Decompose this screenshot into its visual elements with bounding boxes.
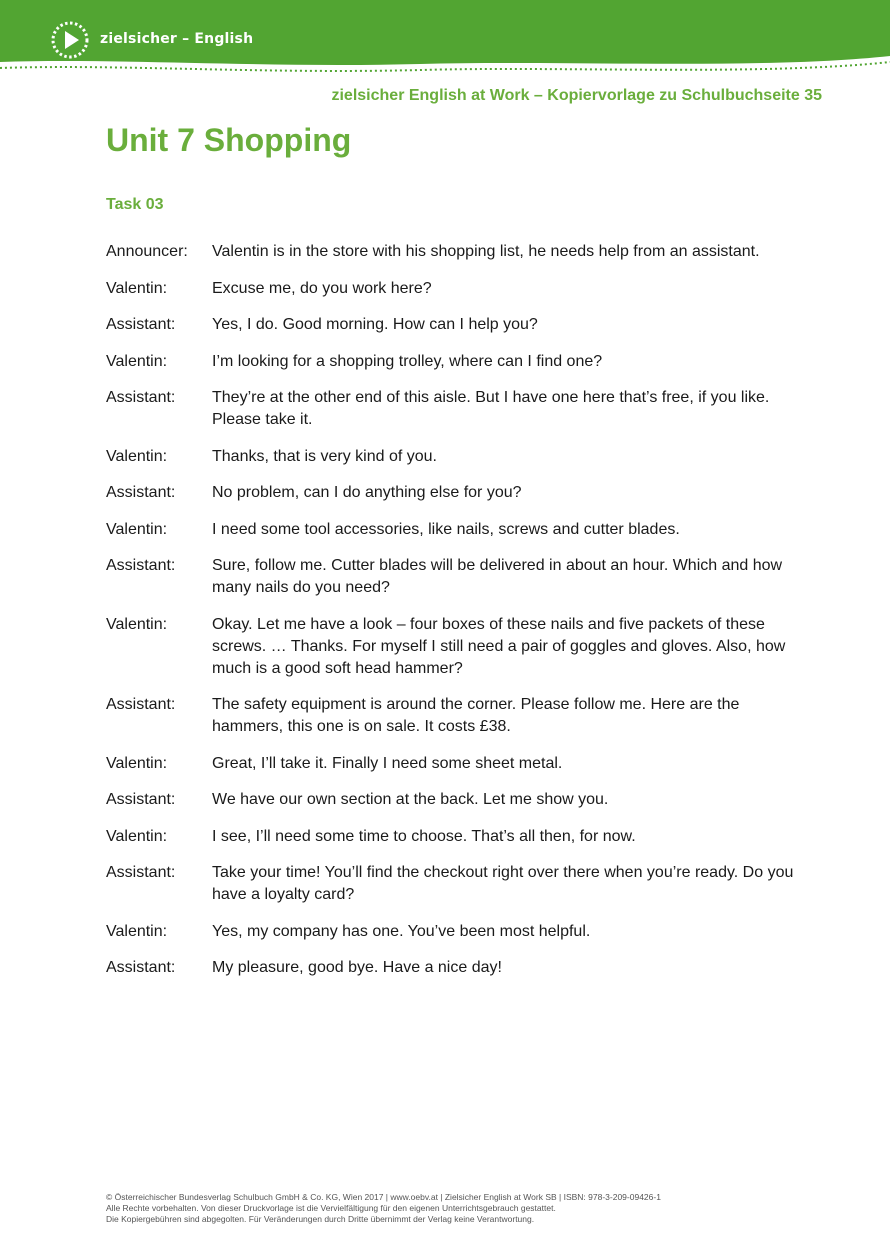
speaker: Valentin:	[106, 827, 168, 845]
dialogue-line	[106, 921, 796, 943]
dialogue-line	[106, 446, 796, 468]
speaker: Assistant:	[106, 696, 176, 713]
utterance: The safety equipment is around the corner. Please follow me. Here are the hammers, this one is on sale. It costs £38.	[212, 696, 740, 735]
utterance: Excuse me, do you work here?	[212, 279, 432, 297]
speaker: Valentin:	[106, 352, 168, 370]
speaker: Valentin:	[106, 447, 168, 465]
speaker: Assistant:	[106, 959, 176, 976]
utterance: Yes, I do. Good morning. How can I help you?	[212, 316, 538, 333]
dialogue-line	[106, 862, 796, 906]
dialogue-line	[106, 614, 796, 680]
dialogue	[106, 241, 796, 994]
utterance: Okay. Let me have a look – four boxes of these nails and five packets of these screws. … Thanks. For myself I still need a pair of goggles and gloves. Also, how much is a good soft head hammer?	[212, 615, 786, 677]
speaker: Assistant:	[106, 791, 176, 808]
speaker: Assistant:	[106, 316, 176, 333]
dialogue-line	[106, 753, 796, 775]
play-logo-icon	[50, 20, 90, 60]
utterance: Great, I’ll take it. Finally I need some sheet metal.	[212, 754, 563, 772]
speaker: Announcer:	[106, 243, 188, 260]
footer-line: © Österreichischer Bundesverlag Schulbuch GmbH & Co. KG, Wien 2017 | www.oebv.at | Zielsicher English at Work SB | ISBN: 978-3-209-09426-1	[106, 1192, 661, 1202]
task-label: Task 03	[106, 196, 164, 213]
dialogue-line	[106, 957, 796, 979]
utterance: Thanks, that is very kind of you.	[212, 447, 437, 465]
utterance: They’re at the other end of this aisle. But I have one here that’s free, if you like. Please take it.	[212, 389, 770, 428]
speaker: Valentin:	[106, 615, 168, 633]
utterance: Valentin is in the store with his shopping list, he needs help from an assistant.	[212, 243, 760, 260]
dialogue-line	[106, 387, 796, 431]
brand-name: zielsicher – English	[100, 31, 254, 47]
dialogue-line	[106, 241, 796, 263]
utterance: We have our own section at the back. Let me show you.	[212, 791, 609, 808]
speaker: Valentin:	[106, 922, 168, 940]
speaker: Valentin:	[106, 754, 168, 772]
page-subtitle: zielsicher English at Work – Kopiervorlage zu Schulbuchseite 35	[331, 87, 822, 104]
dialogue-line	[106, 789, 796, 811]
speaker: Assistant:	[106, 557, 176, 574]
utterance: I see, I’ll need some time to choose. That’s all then, for now.	[212, 827, 636, 845]
dialogue-line	[106, 694, 796, 738]
dialogue-line	[106, 351, 796, 373]
speaker: Assistant:	[106, 389, 176, 406]
utterance: Sure, follow me. Cutter blades will be delivered in about an hour. Which and how many nails do you need?	[212, 557, 783, 596]
footer-line: Die Kopiergebühren sind abgegolten. Für Veränderungen durch Dritte übernimmt der Verlag keine Verantwortung.	[106, 1214, 535, 1224]
utterance: Yes, my company has one. You’ve been most helpful.	[212, 922, 591, 940]
utterance: No problem, can I do anything else for you?	[212, 484, 522, 501]
dialogue-line	[106, 482, 796, 504]
dialogue-line	[106, 519, 796, 541]
speaker: Assistant:	[106, 864, 176, 881]
speaker: Valentin:	[106, 279, 168, 297]
dialogue-line	[106, 278, 796, 300]
speaker: Valentin:	[106, 520, 168, 538]
utterance: My pleasure, good bye. Have a nice day!	[212, 959, 502, 976]
speaker: Assistant:	[106, 484, 176, 501]
utterance: I’m looking for a shopping trolley, where can I find one?	[212, 352, 603, 370]
footer-line: Alle Rechte vorbehalten. Von dieser Druckvorlage ist die Vervielfältigung für den eigenen Unterrichtsgebrauch gestattet.	[106, 1203, 556, 1213]
dialogue-line	[106, 555, 796, 599]
dialogue-line	[106, 314, 796, 336]
copyright-footer	[106, 1192, 661, 1225]
page-title: Unit 7 Shopping	[106, 122, 352, 158]
utterance: I need some tool accessories, like nails, screws and cutter blades.	[212, 520, 680, 538]
dialogue-line	[106, 826, 796, 848]
utterance: Take your time! You’ll find the checkout right over there when you’re ready. Do you have a loyalty card?	[212, 864, 794, 903]
